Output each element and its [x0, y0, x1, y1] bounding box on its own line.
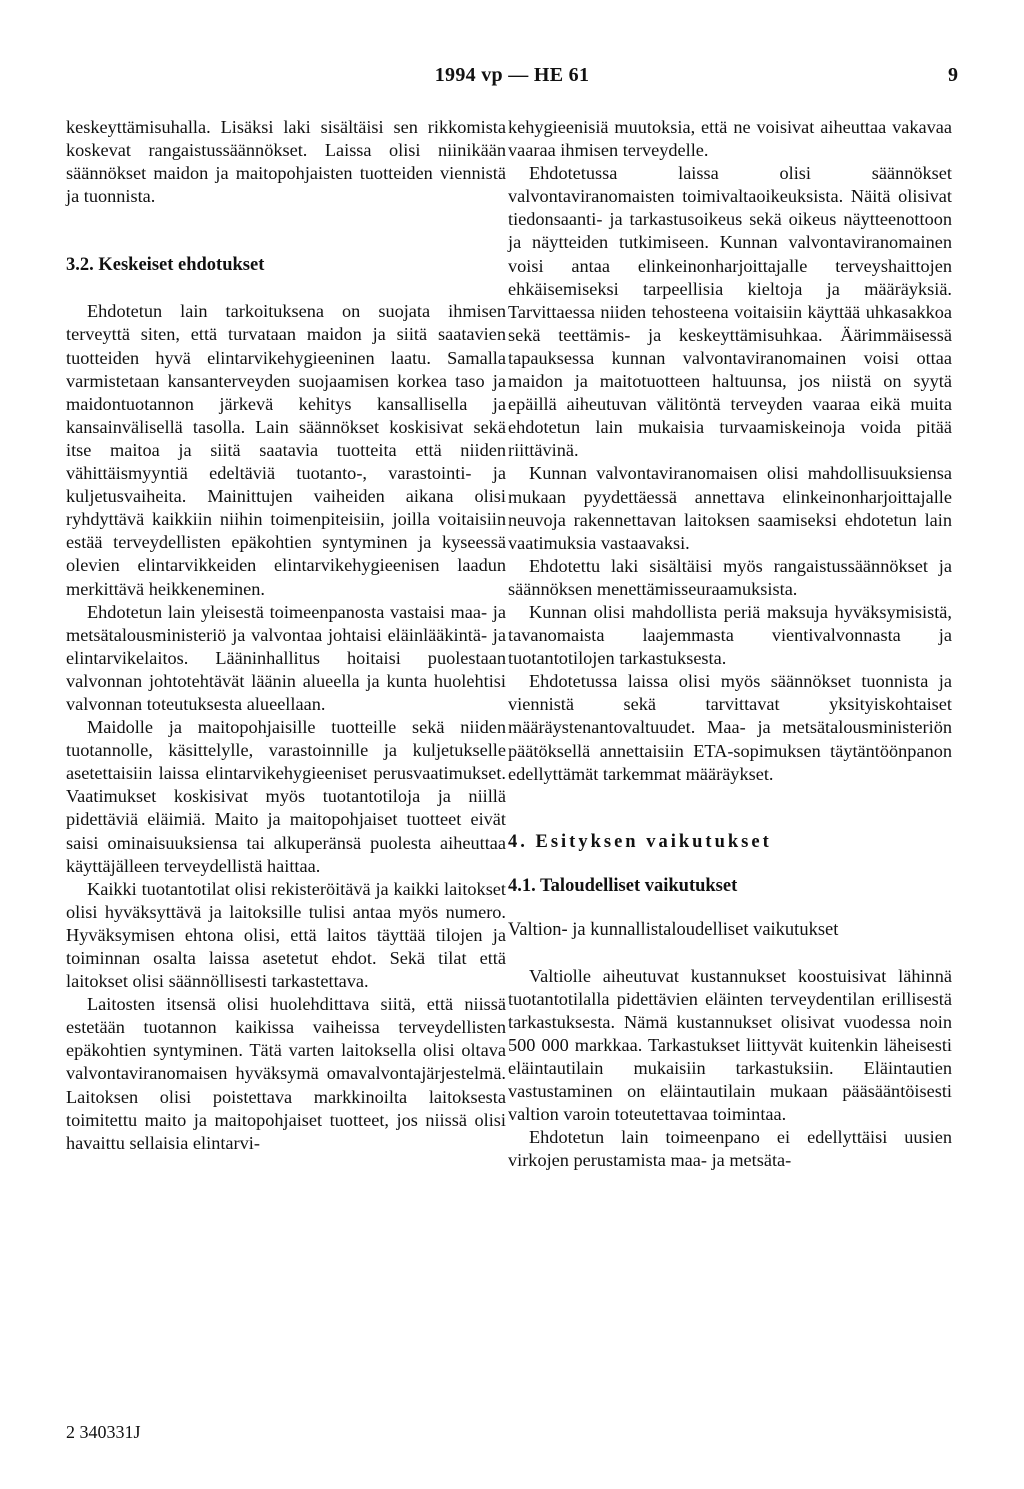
paragraph: Ehdotetun lain toimeenpano ei edellyttäisi uusien virkojen perustamista maa- ja metsäta- — [508, 1127, 952, 1171]
section-heading-3-2: 3.2. Keskeiset ehdotukset — [66, 255, 265, 276]
section-heading-4-1: 4.1. Taloudelliset vaikutukset — [508, 875, 738, 896]
paragraph: Kunnan valvontaviranomaisen olisi mahdollisuuksiensa mukaan pyydettäessä annettava elinkeinonharjoittajalle neuvoja rakennettavan laitoksen saamiseksi ehdotetun lain vaatimuksia vastaavaksi. — [508, 463, 952, 553]
paragraph: Laitosten itsensä olisi huolehdittava siitä, että niissä estetään tuotannon kaikissa vaiheissa terveydellisten epäkohtien syntyminen. Tätä varten laitoksella olisi oltava valvontaviranomaisen hyväksymä omavalvontajärjestelmä. Laitoksen olisi poistettava markkinoilta laitoksesta toimitettu maito ja maitopohjaiset tuotteet, jos niissä olisi havaittu sellaisia elintarvi- — [66, 994, 506, 1153]
left-column — [66, 116, 506, 1155]
paragraph: Maidolle ja maitopohjaisille tuotteille sekä niiden tuotannolle, käsittelylle, varastoinnille ja kuljetukselle asetettaisiin laissa elintarvikehygieeniset perusvaatimukset. Vaatimukset koskisivat myös tuotantotiloja ja niillä pidettäviä eläimiä. Maito ja maitopohjaiset tuotteet eivät saisi ominaisuuksiensa tai alkuperänsä puolesta aiheuttaa käyttäjälleen terveydellistä haittaa. — [66, 717, 506, 876]
paragraph: kehygieenisiä muutoksia, että ne voisivat aiheuttaa vakavaa vaaraa ihmisen terveydelle. — [508, 117, 952, 161]
subsection-title: Valtion- ja kunnallistaloudelliset vaikutukset — [508, 919, 839, 940]
paragraph: Ehdotetun lain yleisestä toimeenpanosta vastaisi maa- ja metsätalousministeriö ja valvontaa johtaisi eläinlääkintä- ja elintarvikelaitos. Lääninhallitus hoitaisi puolestaan valvonnan johtotehtävät läänin alueella ja kunta huolehtisi valvonnan toteutuksesta alueellaan. — [66, 601, 506, 714]
paragraph: Kunnan olisi mahdollista periä maksuja hyväksymisistä, tavanomaista laajemmasta vientivalvonnasta ja tuotantotilojen tarkastuksesta. — [508, 601, 952, 669]
paragraph: Ehdotetussa laissa olisi säännökset valvontaviranomaisten toimivaltaoikeuksista. Näitä olisivat tiedonsaanti- ja tarkastusoikeus sekä oikeus näytteenottoon ja näytteiden tutkimiseen. Kunnan valvontaviranomainen voisi antaa elinkeinonharjoittajalle terveyshaittojen ehkäisemiseksi tarpeellisia kieltoja ja määräyksiä. Tarvittaessa niiden tehosteena voitaisiin käyttää uhkasakkoa sekä teettämis- ja keskeyttämisuhkaa. Äärimmäisessä tapauksessa kunnan valvontaviranomainen voisi ottaa maidon ja maitotuotteen haltuunsa, jos niistä on syytä epäillä aiheutuvan välitöntä terveyden vaaraa eikä muita ehdotetun lain mukaisia turvaamiskeinoja voida pitää riittävinä. — [508, 163, 952, 461]
paragraph: Ehdotettu laki sisältäisi myös rangaistussäännökset ja säännöksen menettämisseuraamuksista. — [508, 555, 952, 599]
paragraph: Valtiolle aiheutuvat kustannukset koostuisivat lähinnä tuotantotilalla pidettävien eläinten terveydentilan erillisestä tarkastuksesta. Nämä kustannukset olisivat vuodessa noin 500 000 markkaa. Tarkastukset liittyvät kuitenkin läheisesti eläintautilain mukaisiin tarkastuksiin. Eläintautien vastustaminen on eläintautilain mukaan pääsääntöisesti valtion varoin toteutettavaa toimintaa. — [508, 965, 952, 1125]
paragraph: Kaikki tuotantotilat olisi rekisteröitävä ja kaikki laitokset olisi hyväksyttävä ja laitoksille tulisi antaa myös numero. Hyväksymisen ehtona olisi, että laitos täyttää tilojen ja toiminnan osalta laissa asetetut ehdot. Sekä tilat että laitokset olisi säännöllisesti tarkastettava. — [66, 878, 506, 992]
section-heading-4: 4. Esityksen vaikutukset — [508, 831, 772, 852]
paragraph: Ehdotetussa laissa olisi myös säännökset tuonnista ja viennistä sekä tarvittavat yksityiskohtaiset määräystenantovaltuudet. Maa- ja metsätalousministeriön päätöksellä annettaisiin ETA-sopimuksen täytäntöönpanon edellyttämät tarkemmat määräykset. — [508, 671, 952, 784]
page-header — [0, 64, 1024, 94]
paragraph: keskeyttämisuhalla. Lisäksi laki sisältäisi sen rikkomista koskevat rangaistussäännökset. Laissa olisi niinikään säännökset maidon ja maitopohjaisten tuotteiden viennistä ja tuonnista. — [66, 117, 506, 207]
right-column — [508, 116, 952, 1173]
paragraph: Ehdotetun lain tarkoituksena on suojata ihmisen terveyttä siten, että turvataan maidon ja siitä saatavien tuotteiden hyvä elintarvikehygieeninen laatu. Samalla varmistetaan kansanterveyden suojaamisen korkea taso ja maidontuotannon järkevä kehitys kansallisella ja kansainvälisellä tasolla. Lain säännökset koskisivat sekä itse maitoa ja siitä saatavia tuotteita että niiden vähittäismyyntiä edeltäviä tuotanto-, varastointi- ja kuljetusvaiheita. Mainittujen vaiheiden aikana olisi ryhdyttävä kaikkiin niihin toimenpiteisiin, joilla voitaisiin estää terveydellisten epäkohtien syntyminen ja kyseessä olevien elintarvikkeiden elintarvikehygieenisen laadun merkittävä heikkeneminen. — [66, 301, 506, 599]
print-code: 2 340331J — [66, 1422, 141, 1442]
document-title: 1994 vp — HE 61 — [434, 64, 590, 86]
page-number: 9 — [948, 64, 958, 86]
